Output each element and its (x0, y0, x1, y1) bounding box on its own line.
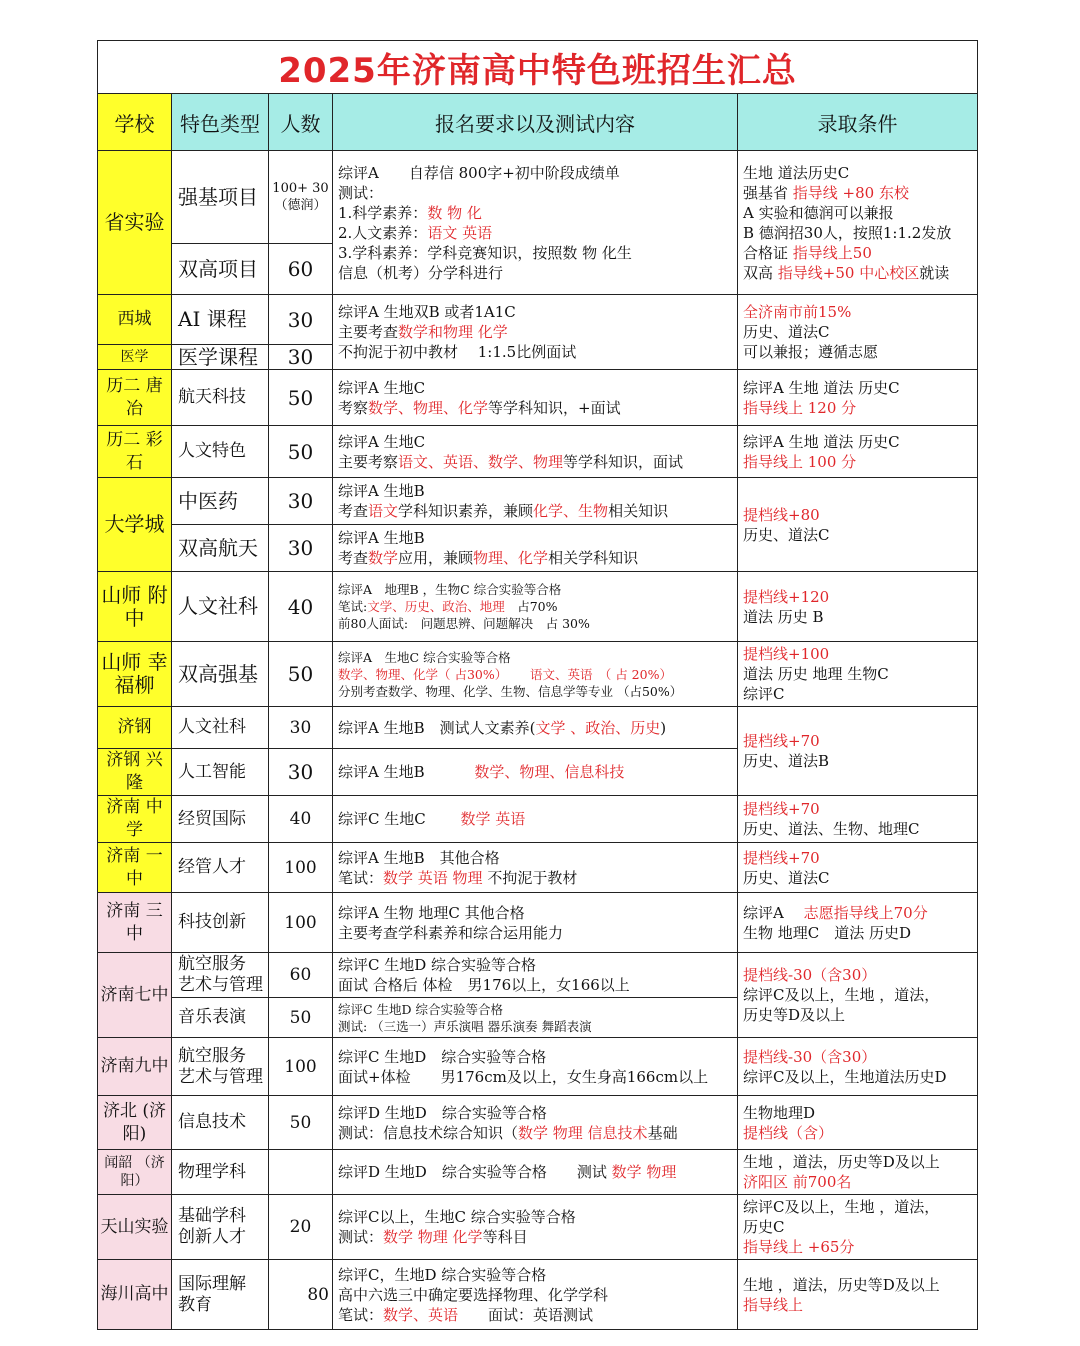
admission-cell: 提档线-30（含30） 综评C及以上，生地道法历史D (738, 1038, 978, 1096)
requirements-cell: 综评A 自荐信 800字+初中阶段成绩单 测试： 1.科学素养：数 物 化 2.人文素养：语文 英语 3.学科素养：学科竞赛知识，按照数 物 化生 信息（机考）分学科进行 (333, 151, 738, 295)
count-cell: 100 (269, 893, 333, 953)
admission-cell: 提档线-30（含30） 综评C及以上，生地 ，道法， 历史等D及以上 (738, 953, 978, 1038)
count-cell: 100 (269, 843, 333, 893)
type-cell: 双高强基 (172, 642, 269, 707)
count-cell: 40 (269, 796, 333, 843)
admission-cell: 生地 ，道法，历史等D及以上 济阳区 前700名 (738, 1150, 978, 1195)
count-cell: 50 (269, 642, 333, 707)
count-cell: 30 (269, 345, 333, 370)
requirements-cell: 综评C以上，生地C 综合实验等合格 测试：数学 物理 化学等科目 (333, 1195, 738, 1260)
type-cell: 双高项目 (172, 244, 269, 295)
school-cell: 医学 (98, 345, 172, 370)
requirements-cell: 综评A 生地C 考察数学、物理、化学等学科知识，+面试 (333, 370, 738, 426)
count-cell: 60 (269, 244, 333, 295)
count-cell: 50 (269, 998, 333, 1038)
count-cell: 30 (269, 525, 333, 572)
type-cell: 国际理解 教育 (172, 1260, 269, 1330)
count-cell: 50 (269, 1096, 333, 1150)
requirements-cell: 综评C 生地D 综合实验等合格 面试 合格后 体检 男176以上，女166以上 (333, 953, 738, 998)
school-cell: 济南 一中 (98, 843, 172, 893)
type-cell: 经贸国际 (172, 796, 269, 843)
table-row (98, 295, 978, 345)
table-row (98, 1195, 978, 1260)
admission-cell: 综评A 生地 道法 历史C 指导线上 120 分 (738, 370, 978, 426)
table-row (98, 1096, 978, 1150)
school-cell: 山师 附中 (98, 572, 172, 642)
header-row (98, 94, 978, 151)
admission-cell: 提档线+100 道法 历史 地理 生物C 综评C (738, 642, 978, 707)
type-cell: 人文社科 (172, 572, 269, 642)
header-type: 特色类型 (172, 94, 269, 151)
admission-cell: 提档线+70 历史、道法C (738, 843, 978, 893)
table-row (98, 707, 978, 749)
type-cell: 科技创新 (172, 893, 269, 953)
table-row (98, 1260, 978, 1330)
school-cell: 大学城 (98, 478, 172, 572)
table-row (98, 370, 978, 426)
count-cell: 50 (269, 426, 333, 478)
requirements-cell: 综评A 生地双B 或者1A1C 主要考查数学和物理 化学 不拘泥于初中教材 1:1.5比例面试 (333, 295, 738, 370)
table-row (98, 1038, 978, 1096)
type-cell: 航天科技 (172, 370, 269, 426)
school-cell: 天山实验 (98, 1195, 172, 1260)
requirements-cell: 综评C 生地D 综合实验等合格 面试+体检 男176cm及以上，女生身高166cm以上 (333, 1038, 738, 1096)
type-cell: 医学课程 (172, 345, 269, 370)
type-cell: 人文特色 (172, 426, 269, 478)
requirements-cell: 综评A 生物 地理C 其他合格 主要考查学科素养和综合运用能力 (333, 893, 738, 953)
school-cell: 济南 三中 (98, 893, 172, 953)
requirements-cell: 综评A 生地C 主要考察语文、英语、数学、物理等学科知识，面试 (333, 426, 738, 478)
type-cell: 强基项目 (172, 151, 269, 244)
count-cell (269, 1150, 333, 1195)
school-cell: 历二 彩石 (98, 426, 172, 478)
admission-cell: 提档线+120 道法 历史 B (738, 572, 978, 642)
type-cell: 人工智能 (172, 749, 269, 796)
admission-cell: 生地 ，道法，历史等D及以上 指导线上 (738, 1260, 978, 1330)
header-admission: 录取条件 (738, 94, 978, 151)
school-cell: 历二 唐冶 (98, 370, 172, 426)
type-cell: AI 课程 (172, 295, 269, 345)
table-row (98, 893, 978, 953)
requirements-cell: 综评A 生地B 数学、物理、信息科技 (333, 749, 738, 796)
count-cell: 80 (269, 1260, 333, 1330)
table-row (98, 1150, 978, 1195)
page-title: 2025年济南高中特色班招生汇总 (98, 41, 978, 94)
header-count: 人数 (269, 94, 333, 151)
admission-cell: 综评A 生地 道法 历史C 指导线上 100 分 (738, 426, 978, 478)
table-row (98, 478, 978, 525)
type-cell: 航空服务 艺术与管理 (172, 953, 269, 998)
count-cell: 60 (269, 953, 333, 998)
count-cell: 30 (269, 707, 333, 749)
admission-table (97, 40, 978, 1330)
type-cell: 双高航天 (172, 525, 269, 572)
count-cell: 40 (269, 572, 333, 642)
type-cell: 音乐表演 (172, 998, 269, 1038)
admission-cell: 综评C及以上，生地 ，道法， 历史C 指导线上 +65分 (738, 1195, 978, 1260)
type-cell: 基础学科 创新人才 (172, 1195, 269, 1260)
type-cell: 人文社科 (172, 707, 269, 749)
type-cell: 中医药 (172, 478, 269, 525)
requirements-cell: 综评D 生地D 综合实验等合格 测试：信息技术综合知识（数学 物理 信息技术基础 (333, 1096, 738, 1150)
type-cell: 信息技术 (172, 1096, 269, 1150)
admission-summary-sheet (97, 40, 977, 1330)
school-cell: 济南九中 (98, 1038, 172, 1096)
requirements-cell: 综评C 生地C 数学 英语 (333, 796, 738, 843)
requirements-cell: 综评A 生地B 其他合格 笔试：数学 英语 物理 不拘泥于教材 (333, 843, 738, 893)
requirements-cell: 综评C，生地D 综合实验等合格 高中六选三中确定要选择物理、化学学科 笔试：数学、英语 面试：英语测试 (333, 1260, 738, 1330)
count-cell: 100+ 30（德润） (269, 151, 333, 244)
admission-cell: 提档线+70 历史、道法B (738, 707, 978, 796)
requirements-cell: 综评A 生地C 综合实验等合格 数学、物理、化学（ 占30%） 语文、英语 （ 占 20%） 分别考查数学、物理、化学、生物、信息学等专业 （占50%） (333, 642, 738, 707)
count-cell: 50 (269, 370, 333, 426)
type-cell: 物理学科 (172, 1150, 269, 1195)
school-cell: 济钢 兴隆 (98, 749, 172, 796)
header-school: 学校 (98, 94, 172, 151)
school-cell: 山师 幸福柳 (98, 642, 172, 707)
school-cell: 济南七中 (98, 953, 172, 1038)
admission-cell: 全济南市前15% 历史、道法C 可以兼报；遵循志愿 (738, 295, 978, 370)
type-cell: 经管人才 (172, 843, 269, 893)
school-cell: 西城 (98, 295, 172, 345)
requirements-cell: 综评A 生地B 考查语文学科知识素养，兼顾化学、生物相关知识 (333, 478, 738, 525)
school-cell: 济钢 (98, 707, 172, 749)
table-row (98, 426, 978, 478)
count-cell: 30 (269, 749, 333, 796)
requirements-cell: 综评A 生地B 测试人文素养(文学 、政治、历史) (333, 707, 738, 749)
admission-cell: 生地 道法历史C 强基省 指导线 +80 东校 A 实验和德润可以兼报 B 德润招30人，按照1:1.2发放 合格证 指导线上50 双高 指导线+50 中心校区就读 (738, 151, 978, 295)
requirements-cell: 综评A 生地B 考查数学应用，兼顾物理、化学相关学科知识 (333, 525, 738, 572)
type-cell: 航空服务 艺术与管理 (172, 1038, 269, 1096)
admission-cell: 综评A 志愿指导线上70分 生物 地理C 道法 历史D (738, 893, 978, 953)
school-cell: 海川高中 (98, 1260, 172, 1330)
count-cell: 30 (269, 295, 333, 345)
school-cell: 闻韶 （济阳） (98, 1150, 172, 1195)
admission-cell: 生物地理D 提档线（含） (738, 1096, 978, 1150)
requirements-cell: 综评D 生地D 综合实验等合格 测试 数学 物理 (333, 1150, 738, 1195)
table-row (98, 572, 978, 642)
table-row (98, 151, 978, 244)
table-row (98, 953, 978, 998)
table-row (98, 642, 978, 707)
header-requirements: 报名要求以及测试内容 (333, 94, 738, 151)
table-row (98, 843, 978, 893)
count-cell: 20 (269, 1195, 333, 1260)
count-cell: 100 (269, 1038, 333, 1096)
requirements-cell: 综评A 地理B ，生物C 综合实验等合格 笔试:文学、历史、政治、地理 占70% 前80人面试: 问题思辨、问题解决 占 30% (333, 572, 738, 642)
admission-cell: 提档线+70 历史、道法、生物、地理C (738, 796, 978, 843)
table-row (98, 796, 978, 843)
school-cell: 省实验 (98, 151, 172, 295)
admission-cell: 提档线+80 历史、道法C (738, 478, 978, 572)
school-cell: 济南 中学 (98, 796, 172, 843)
requirements-cell: 综评C 生地D 综合实验等合格 测试: （三选一）声乐演唱 器乐演奏 舞蹈表演 (333, 998, 738, 1038)
school-cell: 济北 (济阳) (98, 1096, 172, 1150)
count-cell: 30 (269, 478, 333, 525)
